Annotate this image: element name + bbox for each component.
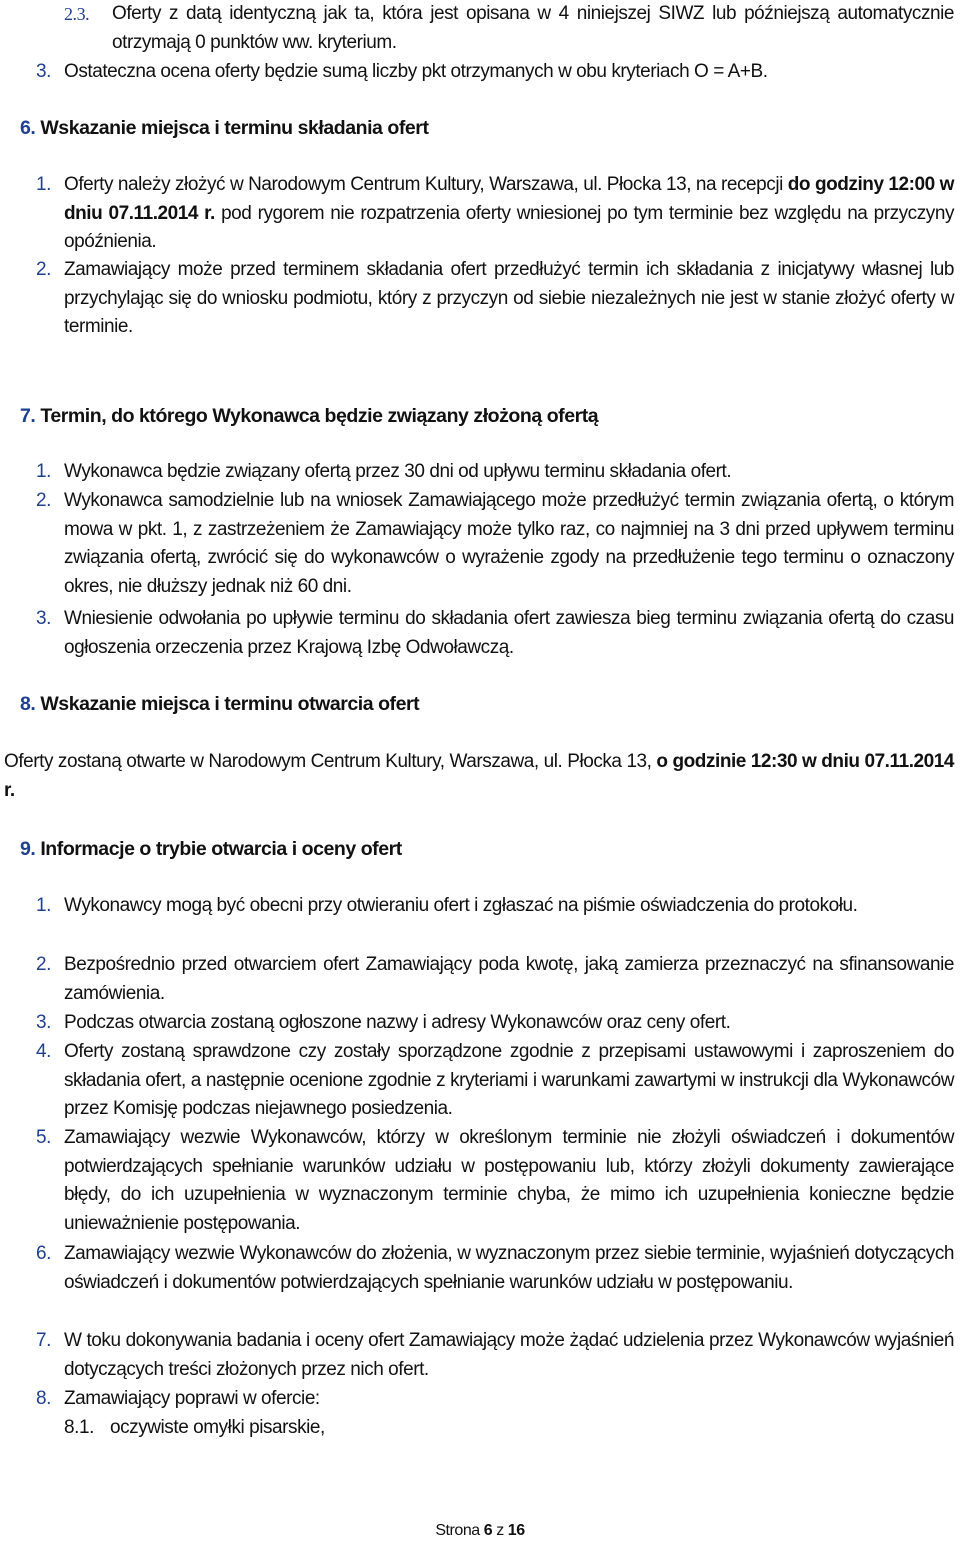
page-footer: [0, 1517, 960, 1546]
list-item: [24, 256, 954, 342]
item-text: Wykonawcy mogą być obecni przy otwieraniu ofert i zgłaszać na piśmie oświadczenia do protokołu.: [64, 895, 858, 916]
item-number: 8.: [36, 1388, 51, 1409]
section-title: Termin, do którego Wykonawca będzie związany złożoną ofertą: [40, 405, 599, 427]
section-title: Wskazanie miejsca i terminu otwarcia ofert: [40, 693, 420, 715]
item-number: 5.: [36, 1127, 51, 1148]
item-text: Wykonawca będzie związany ofertą przez 30 dni od upływu terminu składania ofert.: [64, 461, 732, 482]
section-heading: [20, 402, 598, 431]
item-text: Zamawiający może przed terminem składania ofert przedłużyć termin ich składania z inicjatywy własnej lub przychylając się do wniosku podmiotu, który z przyczyn od siebie niezależnych nie jest w stanie złożyć oferty w terminie.: [64, 259, 954, 337]
list-item: [24, 1385, 954, 1414]
page-number: 6: [483, 1522, 493, 1539]
item-number: 3.: [36, 1012, 51, 1033]
item-number: 2.: [36, 954, 51, 975]
item-text: Zamawiający wezwie Wykonawców, którzy w określonym terminie nie złożyli oświadczeń i dokumentów potwierdzających spełnianie warunków udziału w postępowaniu lub, którzy złożyli dokumenty zawierające błędy, do ich uzupełnienia w wyznaczonym terminie chyba, że mimo ich uzupełnienia konieczne będzie unieważnienie postępowania.: [64, 1127, 954, 1234]
item-text: Oferty z datą identyczną jak ta, która jest opisana w 4 niniejszej SIWZ lub późniejszą automatycznie otrzymają 0 punktów ww. kryterium.: [112, 3, 954, 53]
item-text: Wykonawca samodzielnie lub na wniosek Zamawiającego może przedłużyć termin związania ofertą, o którym mowa w pkt. 1, z zastrzeżeniem że Zamawiający może tylko raz, co najmniej na 3 dni przed upływem terminu związania ofertą, zwrócić się do wykonawców o wyrażenie zgody na przedłużenie tego terminu o oznaczony okres, nie dłuższy jednak niż 60 dni.: [64, 490, 954, 597]
section-heading: [20, 114, 429, 143]
list-item: [24, 171, 954, 257]
page-total: 16: [507, 1522, 525, 1539]
list-item: [24, 458, 954, 487]
deadline-text: do godziny 12:00 w dniu 07.11.2014 r.: [64, 174, 954, 224]
list-item: [24, 1124, 954, 1238]
item-number: 7.: [36, 1330, 51, 1351]
item-text: Ostateczna ocena oferty będzie sumą liczby pkt otrzymanych w obu kryteriach O = A+B.: [64, 61, 768, 82]
list-item: [24, 951, 954, 1008]
section-heading: [20, 835, 402, 864]
footer-of: z: [496, 1522, 504, 1539]
list-item: [24, 0, 954, 57]
section-heading: [20, 690, 419, 719]
item-text: Oferty zostaną sprawdzone czy zostały sporządzone zgodnie z przepisami ustawowymi i zaproszeniem do składania ofert, a następnie ocenione zgodnie z kryteriami i warunkami zawartymi w instrukcji dla Wykonawców przez Komisję podczas niejawnego posiedzenia.: [64, 1041, 954, 1119]
list-item: [24, 58, 954, 87]
section-title: Informacje o trybie otwarcia i oceny ofert: [40, 838, 402, 860]
item-text: Podczas otwarcia zostaną ogłoszone nazwy i adresy Wykonawców oraz ceny ofert.: [64, 1012, 731, 1033]
item-number: 4.: [36, 1041, 51, 1062]
list-item: [24, 1327, 954, 1384]
list-item: [24, 487, 954, 601]
item-text: Wniesienie odwołania po upływie terminu do składania ofert zawiesza bieg terminu związania ofertą do czasu ogłoszenia orzeczenia przez Krajową Izbę Odwoławczą.: [64, 608, 954, 658]
list-item: [24, 1009, 954, 1038]
item-number: 1.: [36, 461, 51, 482]
item-text: Oferty należy złożyć w Narodowym Centrum Kultury, Warszawa, ul. Płocka 13, na recepcji do godziny 12:00 w dniu 07.11.2014 r. pod rygorem nie rozpatrzenia oferty wniesionej po tym terminie bez względu na przyczyny opóźnienia.: [64, 174, 954, 252]
item-text: W toku dokonywania badania i oceny ofert Zamawiający może żądać udzielenia przez Wykonawców wyjaśnień dotyczących treści złożonych przez nich ofert.: [64, 1330, 954, 1380]
footer-prefix: Strona: [435, 1522, 480, 1539]
item-text: oczywiste omyłki pisarskie,: [110, 1417, 325, 1438]
item-text: Zamawiający poprawi w ofercie:: [64, 1388, 320, 1409]
item-number: 2.: [36, 259, 51, 280]
section-number: 7.: [20, 405, 36, 427]
list-item: [24, 1240, 954, 1297]
item-text: Bezpośrednio przed otwarciem ofert Zamawiający poda kwotę, jaką zamierza przeznaczyć na sfinansowanie zamówienia.: [64, 954, 954, 1004]
list-item: [24, 1414, 954, 1443]
item-number: 1.: [36, 895, 51, 916]
item-number: 2.: [36, 490, 51, 511]
section-title: Wskazanie miejsca i terminu składania ofert: [40, 117, 429, 139]
item-number: 3.: [36, 608, 51, 629]
paragraph: Oferty zostaną otwarte w Narodowym Centrum Kultury, Warszawa, ul. Płocka 13, o godzinie 12:30 w dniu 07.11.2014 r.: [4, 751, 954, 801]
opening-time-text: o godzinie 12:30 w dniu 07.11.2014 r.: [4, 751, 954, 801]
section-number: 8.: [20, 693, 36, 715]
item-number: 8.1.: [64, 1417, 94, 1438]
item-number: 6.: [36, 1243, 51, 1264]
item-number: 2.3.: [64, 4, 90, 24]
list-item: [24, 892, 954, 921]
section-number: 9.: [20, 838, 36, 860]
item-number: 3.: [36, 61, 51, 82]
list-item: [24, 1038, 954, 1124]
section-number: 6.: [20, 117, 36, 139]
list-item: [24, 605, 954, 662]
item-text: Zamawiający wezwie Wykonawców do złożenia, w wyznaczonym przez siebie terminie, wyjaśnień dotyczących oświadczeń i dokumentów potwierdzających spełnianie warunków udziału w postępowaniu.: [64, 1243, 954, 1293]
item-number: 1.: [36, 174, 51, 195]
